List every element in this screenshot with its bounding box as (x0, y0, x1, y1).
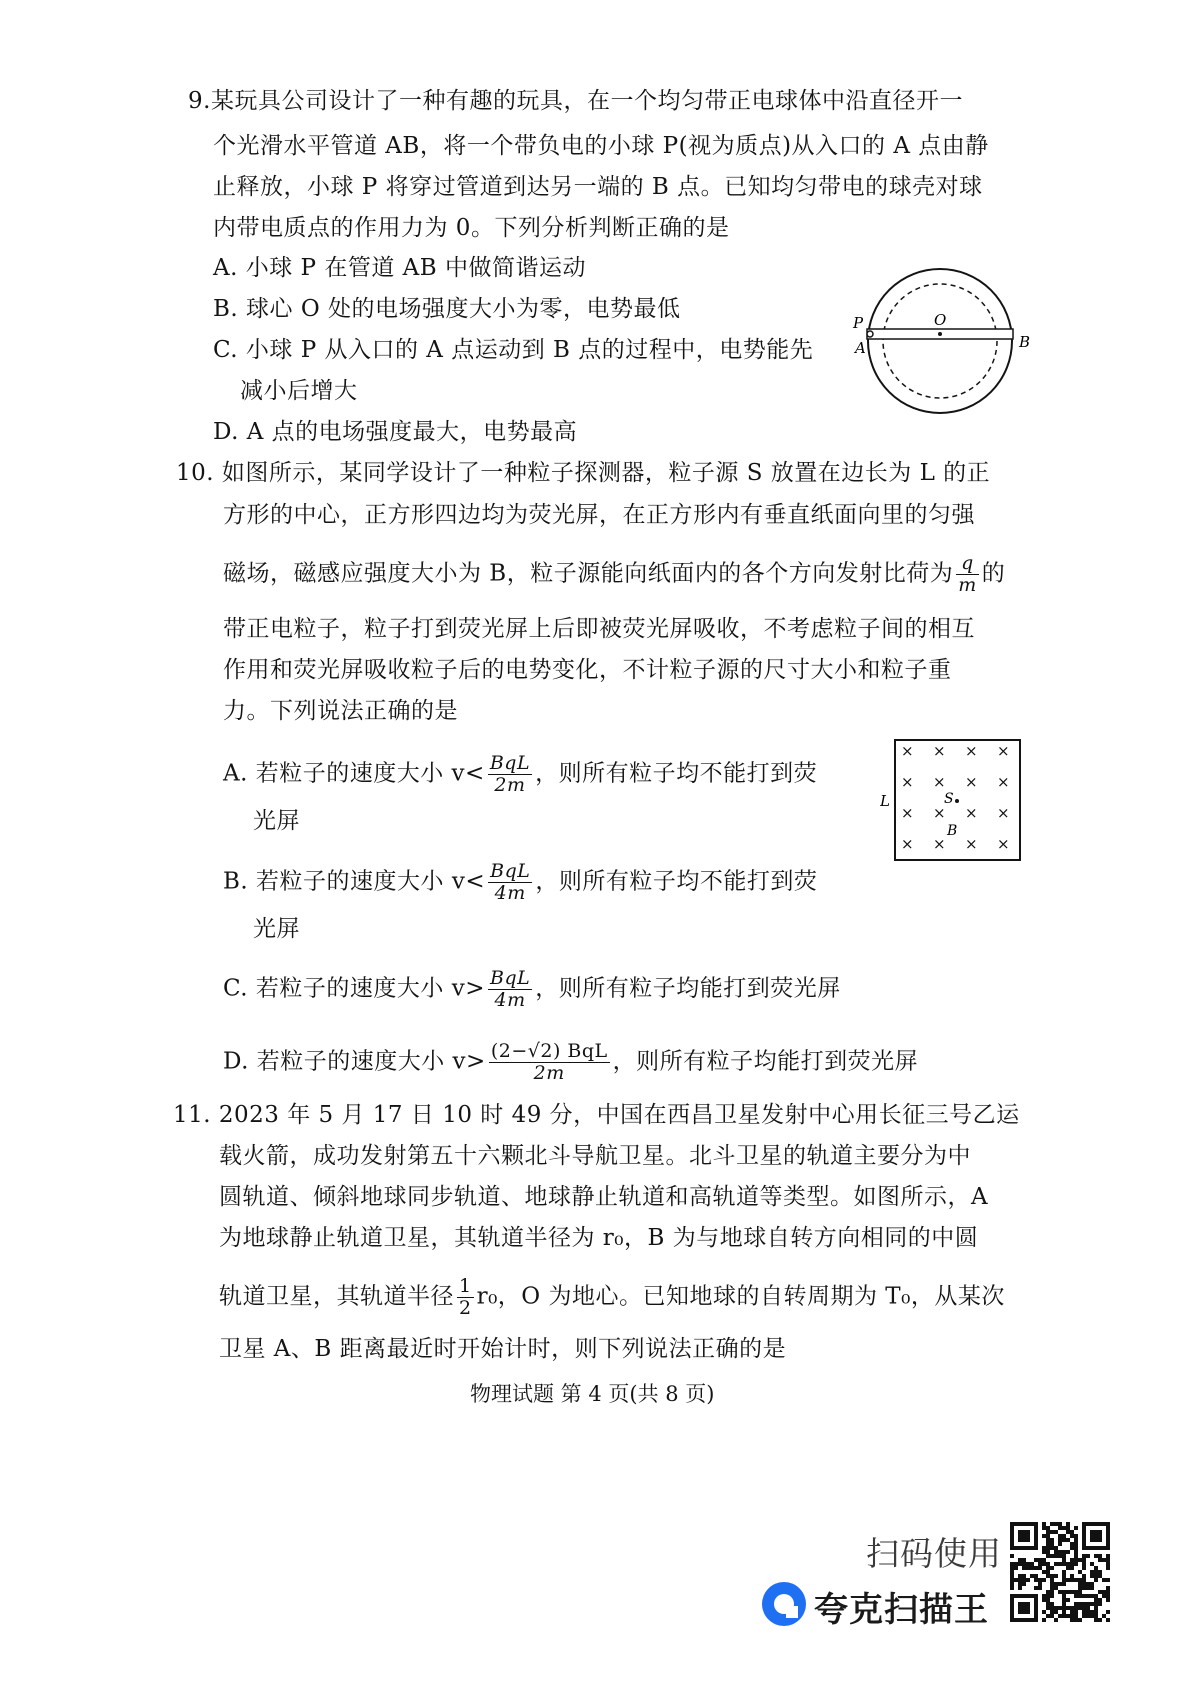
q9-option-c-cont: 减小后增大 (240, 378, 358, 404)
q10-option-a-post: ，则所有粒子均不能打到荧 (535, 760, 818, 787)
q9-line-3: 止释放，小球 P 将穿过管道到达另一端的 B 点。已知均匀带电的球壳对球 (213, 174, 983, 200)
cross-mark: × (901, 804, 914, 822)
q10-option-b-cont: 光屏 (253, 916, 300, 942)
q10-option-c-post: ，则所有粒子均能打到荧光屏 (535, 975, 841, 1002)
cross-mark: × (965, 773, 978, 791)
q11-line-3: 圆轨道、倾斜地球同步轨道、地球静止轨道和高轨道等类型。如图所示，A (219, 1184, 989, 1210)
q10-line-3 (223, 553, 1005, 596)
q10-line-5: 作用和荧光屏吸收粒子后的电势变化，不计粒子源的尺寸大小和粒子重 (223, 657, 952, 683)
q9-option-a: A. 小球 P 在管道 AB 中做简谐运动 (213, 255, 586, 281)
cross-mark: × (933, 742, 946, 760)
q9-line-1: 9.某玩具公司设计了一种有趣的玩具，在一个均匀带正电球体中沿直径开一 (188, 88, 963, 114)
scan-to-use-text: 扫码使用 (866, 1534, 1002, 1573)
q11-line-5-post: r₀，O 为地心。已知地球的自转周期为 T₀，从某次 (476, 1283, 1005, 1310)
q10-option-c (223, 968, 841, 1011)
q10-option-a-cont: 光屏 (253, 808, 300, 834)
cross-mark: × (965, 835, 978, 853)
q10-option-a-num: BqL (489, 752, 531, 774)
cross-mark: × (933, 804, 946, 822)
q11-line-4: 为地球静止轨道卫星，其轨道半径为 r₀，B 为与地球自转方向相同的中圆 (219, 1225, 979, 1251)
q9-option-d: D. A 点的电场强度最大，电势最高 (213, 419, 578, 445)
q10-line-3-text: 磁场，磁感应强度大小为 B，粒子源能向纸面内的各个方向发射比荷为 (223, 560, 954, 587)
q10-option-a-den: 2m (494, 774, 526, 796)
q10-line-6: 力。下列说法正确的是 (223, 698, 458, 724)
q10-option-d-fraction (489, 1041, 610, 1084)
q9-label-o: O (934, 311, 947, 329)
q11-half-fraction (457, 1276, 474, 1319)
q10-option-d-den: 2m (533, 1062, 565, 1084)
q9-line-2: 个光滑水平管道 AB，将一个带负电的小球 P(视为质点)从入口的 A 点由静 (213, 133, 989, 159)
q10-option-b-pre: B. 若粒子的速度大小 v< (223, 868, 486, 895)
q10-charge-den: m (958, 574, 977, 596)
q11-half-den: 2 (459, 1297, 472, 1319)
q10-option-c-num: BqL (489, 967, 531, 989)
q10-option-d (223, 1041, 918, 1084)
q10-label-l: L (880, 792, 890, 810)
cross-mark: × (901, 742, 914, 760)
q10-charge-num: q (956, 553, 979, 575)
cross-mark: × (997, 742, 1010, 760)
q10-option-b-den: 4m (494, 882, 526, 904)
q11-line-5-pre: 轨道卫星，其轨道半径 (219, 1283, 454, 1310)
q10-option-b (223, 861, 817, 904)
cross-mark: × (965, 742, 978, 760)
q10-option-c-den: 4m (494, 989, 526, 1011)
page-footer: 物理试题 第 4 页(共 8 页) (470, 1382, 715, 1406)
q10-label-s: S (944, 791, 954, 807)
quark-logo-icon (760, 1580, 808, 1628)
q10-option-c-pre: C. 若粒子的速度大小 v> (223, 975, 485, 1002)
q10-option-b-num: BqL (490, 860, 531, 882)
q9-label-b: B (1019, 333, 1031, 351)
q10-label-b: B (947, 823, 958, 839)
q10-option-a-fraction (488, 753, 532, 796)
q10-option-d-post: ，则所有粒子均能打到荧光屏 (612, 1048, 919, 1075)
q10-square-figure (880, 734, 1025, 864)
q10-option-b-post: ，则所有粒子均不能打到荧 (535, 868, 818, 895)
cross-mark: × (997, 773, 1010, 791)
q10-line-4: 带正电粒子，粒子打到荧光屏上后即被荧光屏吸收，不考虑粒子间的相互 (223, 616, 975, 642)
q9-label-p: P (853, 314, 864, 332)
cross-mark: × (965, 804, 978, 822)
cross-mark: × (901, 835, 914, 853)
cross-mark: × (997, 804, 1010, 822)
q9-option-c: C. 小球 P 从入口的 A 点运动到 B 点的过程中，电势能先 (213, 337, 814, 363)
q11-line-6: 卫星 A、B 距离最近时开始计时，则下列说法正确的是 (219, 1336, 787, 1362)
q10-option-d-num: (2−√2) BqL (490, 1040, 608, 1062)
cross-mark: × (933, 835, 946, 853)
q10-option-b-fraction (488, 861, 532, 904)
qr-code-icon[interactable] (1010, 1522, 1110, 1622)
cross-mark: × (997, 835, 1010, 853)
brand-name: 夸克扫描王 (814, 1590, 989, 1630)
q10-option-a (223, 753, 817, 796)
q11-line-1: 11. 2023 年 5 月 17 日 10 时 49 分，中国在西昌卫星发射中心用长征三号乙运 (173, 1102, 1020, 1128)
cross-mark: × (933, 773, 946, 791)
q9-option-b: B. 球心 O 处的电场强度大小为零，电势最低 (213, 296, 681, 322)
cross-mark: × (901, 773, 914, 791)
q10-line-2: 方形的中心，正方形四边均为荧光屏，在正方形内有垂直纸面向里的匀强 (223, 502, 975, 528)
q10-option-d-pre: D. 若粒子的速度大小 v> (223, 1048, 486, 1075)
q10-option-c-fraction (488, 968, 532, 1011)
q9-line-4: 内带电质点的作用力为 0。下列分析判断正确的是 (213, 215, 730, 241)
q9-label-a: A (855, 339, 866, 357)
q11-half-num: 1 (459, 1275, 472, 1297)
q10-line-1: 10. 如图所示，某同学设计了一种粒子探测器，粒子源 S 放置在边长为 L 的正 (176, 460, 991, 486)
q10-option-a-pre: A. 若粒子的速度大小 v< (223, 760, 485, 787)
q10-charge-fraction (956, 553, 979, 596)
q11-line-2: 载火箭，成功发射第五十六颗北斗导航卫星。北斗卫星的轨道主要分为中 (219, 1143, 971, 1169)
q9-sphere-figure (845, 255, 1035, 425)
q10-line-3-end: 的 (981, 560, 1006, 587)
q11-line-5 (219, 1276, 1005, 1319)
